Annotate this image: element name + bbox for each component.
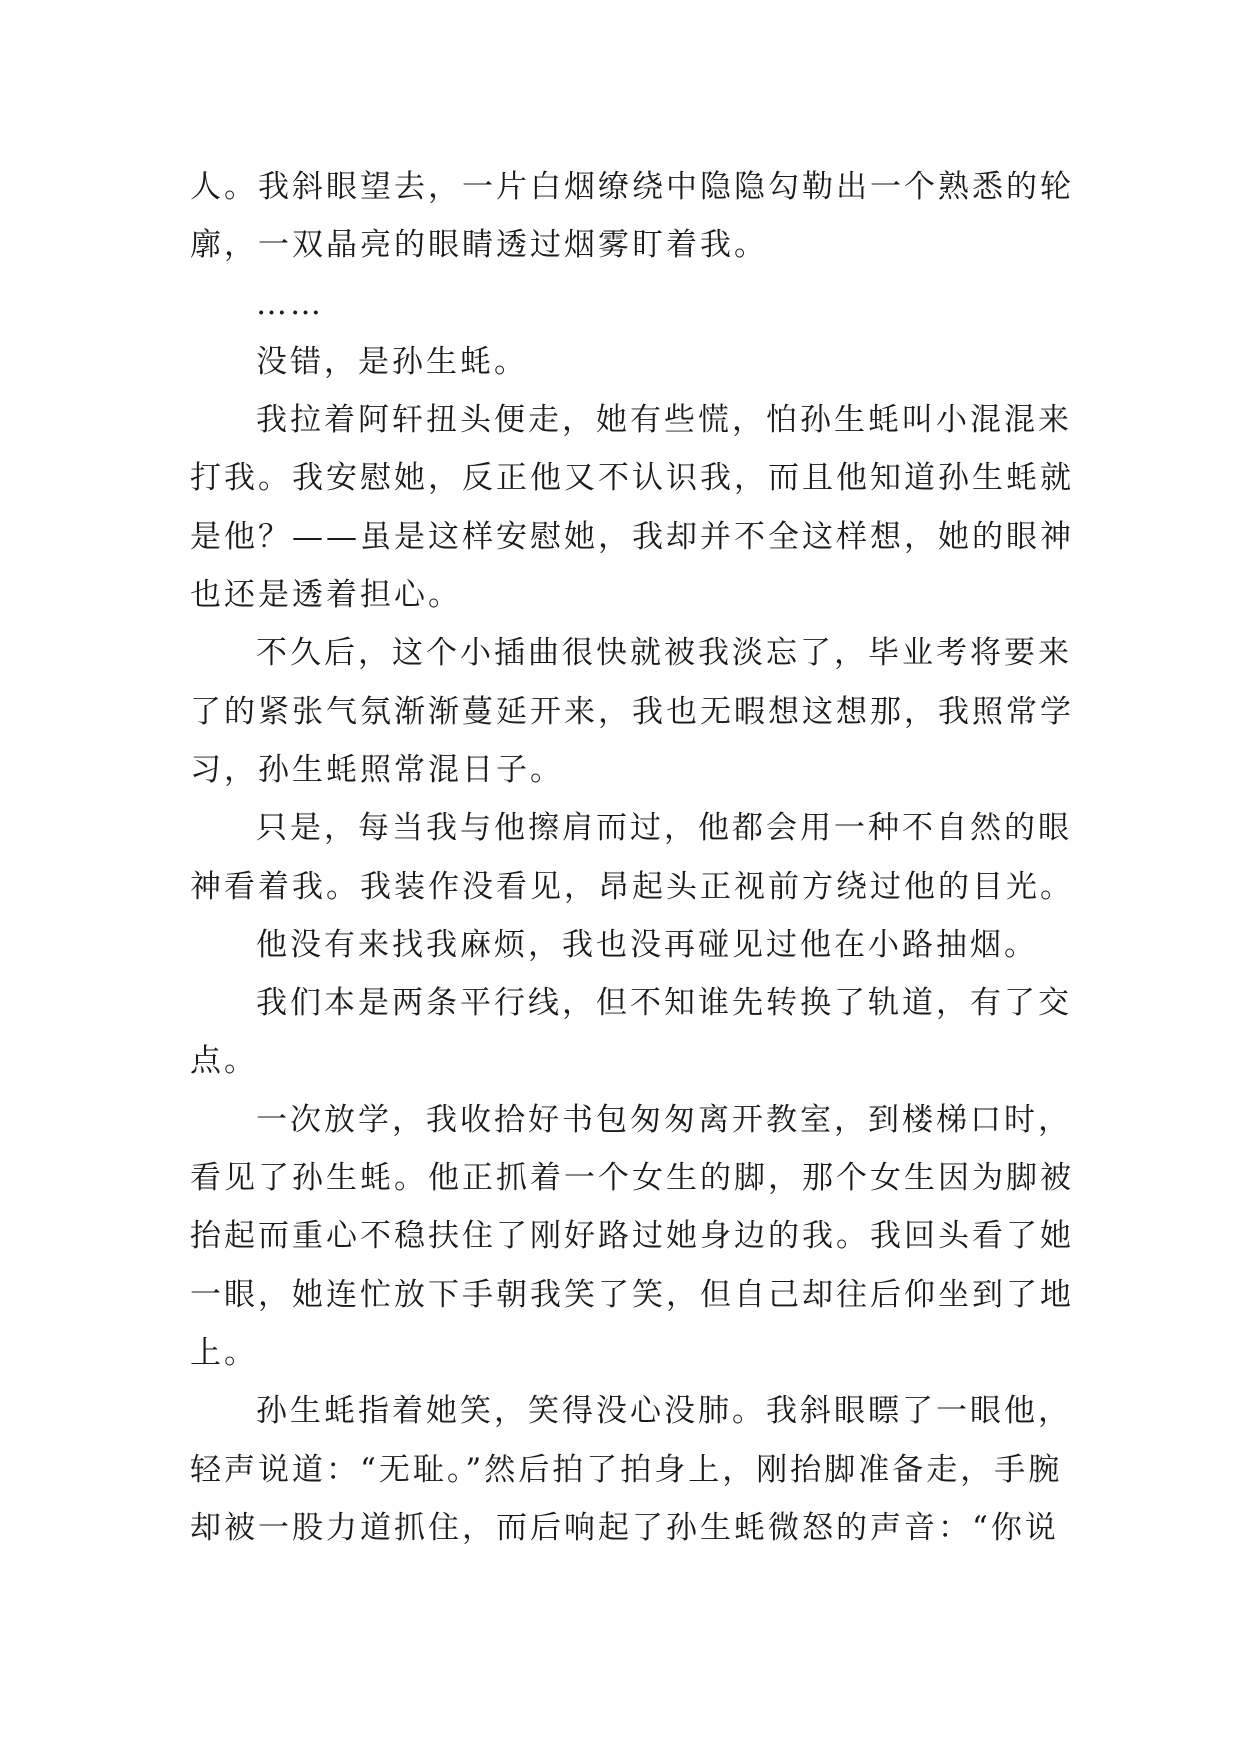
text-line: 我们本是两条平行线，但不知谁先转换了轨道，有了交 [256,985,1072,1022]
text-line: 一眼，她连忙放下手朝我笑了笑，但自己却往后仰坐到了地 [190,1276,1074,1313]
text-line: 没错，是孙生蚝。 [256,343,528,380]
text-line: 上。 [190,1334,258,1371]
text-line: 习，孙生蚝照常混日子。 [190,751,564,788]
text-line: 打我。我安慰她，反正他又不认识我，而且他知道孙生蚝就 [190,460,1074,497]
text-line: 也还是透着担心。 [190,577,462,614]
body-text [190,158,1074,1557]
text-line: …… [256,285,324,322]
text-line: 轻声说道：“无耻。”然后拍了拍身上，刚抬脚准备走，手腕 [190,1451,1063,1488]
text-line: 了的紧张气氛渐渐蔓延开来，我也无暇想这想那，我照常学 [190,693,1074,730]
text-line: 看见了孙生蚝。他正抓着一个女生的脚，那个女生因为脚被 [190,1160,1074,1197]
text-line: 不久后，这个小插曲很快就被我淡忘了，毕业考将要来 [256,635,1072,672]
text-line: 廓，一双晶亮的眼睛透过烟雾盯着我。 [190,227,768,264]
text-line: 是他？——虽是这样安慰她，我却并不全这样想，她的眼神 [190,518,1074,555]
text-line: 一次放学，我收拾好书包匆匆离开教室，到楼梯口时， [256,1101,1072,1138]
text-line: 神看着我。我装作没看见，昂起头正视前方绕过他的目光。 [190,868,1074,905]
text-line: 点。 [190,1043,258,1080]
text-line: 孙生蚝指着她笑，笑得没心没肺。我斜眼瞟了一眼他， [256,1393,1072,1430]
text-line: 人。我斜眼望去，一片白烟缭绕中隐隐勾勒出一个熟悉的轮 [190,169,1074,205]
text-line: 他没有来找我麻烦，我也没再碰见过他在小路抽烟。 [256,926,1038,963]
text-line: 却被一股力道抓住，而后响起了孙生蚝微怒的声音：“你说 [190,1509,1059,1546]
text-line: 抬起而重心不稳扶住了刚好路过她身边的我。我回头看了她 [190,1218,1074,1255]
text-line: 我拉着阿轩扭头便走，她有些慌，怕孙生蚝叫小混混来 [256,402,1072,439]
text-line: 只是，每当我与他擦肩而过，他都会用一种不自然的眼 [256,810,1072,847]
